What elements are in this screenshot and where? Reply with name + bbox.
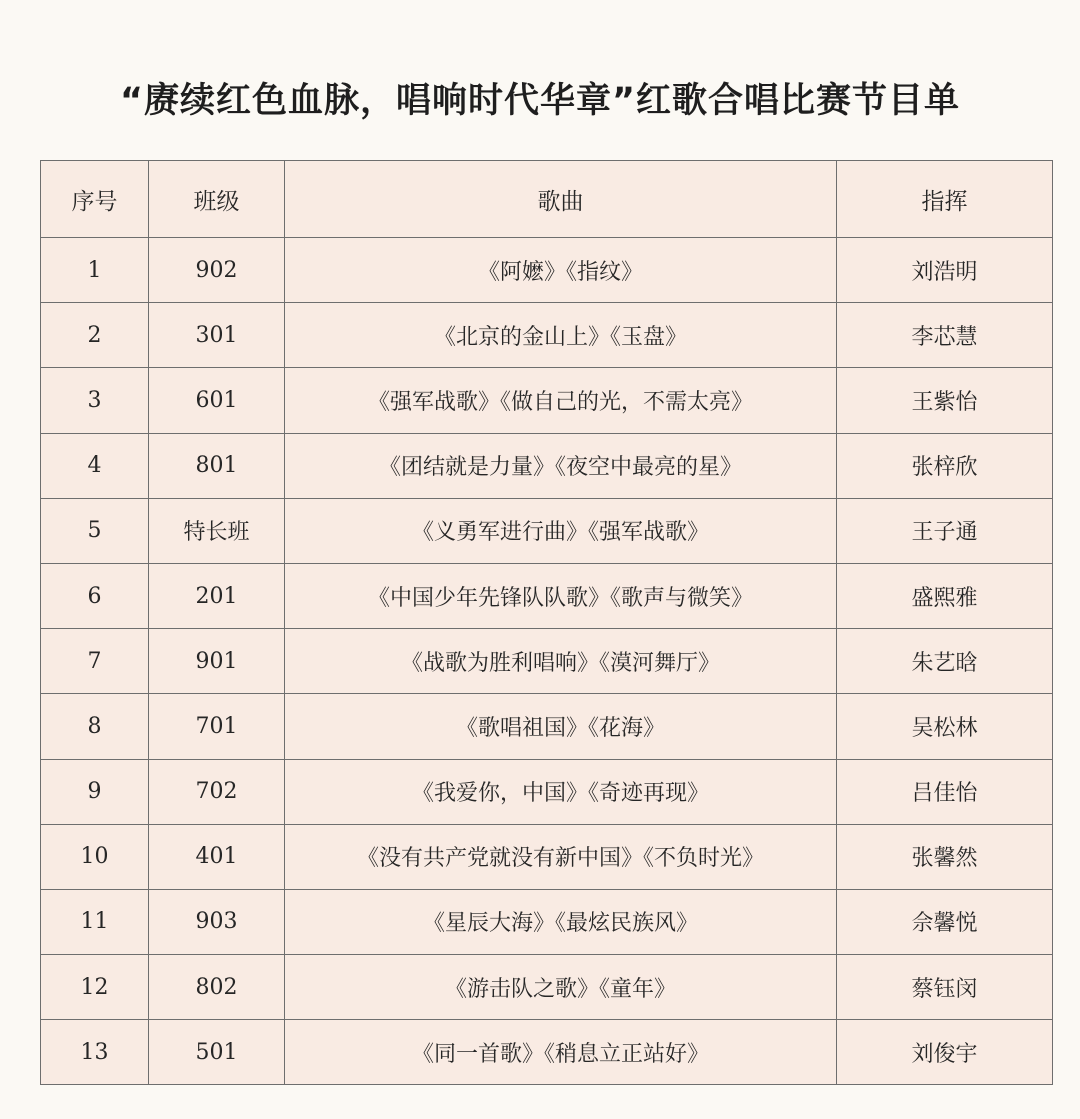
cell-class: 702	[149, 759, 285, 824]
cell-class: 902	[149, 238, 285, 303]
cell-class: 201	[149, 563, 285, 628]
page-title: “赓续红色血脉，唱响时代华章”红歌合唱比赛节目单	[119, 81, 960, 122]
cell-number: 11	[41, 889, 149, 954]
cell-songs: 《阿嬷》《指纹》	[285, 238, 837, 303]
table-row	[41, 1020, 1053, 1085]
table-row	[41, 759, 1053, 824]
cell-conductor: 朱艺晗	[837, 629, 1053, 694]
cell-number: 13	[41, 1020, 149, 1085]
cell-songs: 《义勇军进行曲》《强军战歌》	[285, 498, 837, 563]
cell-number: 1	[41, 238, 149, 303]
header-conductor: 指挥	[837, 161, 1053, 238]
header-class: 班级	[149, 161, 285, 238]
cell-number: 5	[41, 498, 149, 563]
cell-songs: 《星辰大海》《最炫民族风》	[285, 889, 837, 954]
cell-class: 401	[149, 824, 285, 889]
table-row	[41, 368, 1053, 433]
cell-conductor: 张馨然	[837, 824, 1053, 889]
cell-number: 9	[41, 759, 149, 824]
cell-class: 501	[149, 1020, 285, 1085]
cell-conductor: 张梓欣	[837, 433, 1053, 498]
cell-number: 6	[41, 563, 149, 628]
cell-songs: 《北京的金山上》《玉盘》	[285, 303, 837, 368]
cell-conductor: 王子通	[837, 498, 1053, 563]
cell-class: 903	[149, 889, 285, 954]
cell-class: 601	[149, 368, 285, 433]
table-row	[41, 238, 1053, 303]
table-row	[41, 433, 1053, 498]
cell-number: 2	[41, 303, 149, 368]
table-row	[41, 824, 1053, 889]
cell-songs: 《歌唱祖国》《花海》	[285, 694, 837, 759]
cell-conductor: 王紫怡	[837, 368, 1053, 433]
header-row	[41, 161, 1053, 238]
table-row	[41, 498, 1053, 563]
header-songs: 歌曲	[285, 161, 837, 238]
cell-songs: 《战歌为胜利唱响》《漠河舞厅》	[285, 629, 837, 694]
cell-conductor: 佘馨悦	[837, 889, 1053, 954]
cell-conductor: 吴松林	[837, 694, 1053, 759]
cell-songs: 《游击队之歌》《童年》	[285, 955, 837, 1020]
cell-songs: 《强军战歌》《做自己的光，不需太亮》	[285, 368, 837, 433]
cell-songs: 《我爱你，中国》《奇迹再现》	[285, 759, 837, 824]
cell-number: 8	[41, 694, 149, 759]
cell-conductor: 刘浩明	[837, 238, 1053, 303]
table-row	[41, 563, 1053, 628]
cell-class: 801	[149, 433, 285, 498]
cell-class: 802	[149, 955, 285, 1020]
cell-songs: 《同一首歌》《稍息立正站好》	[285, 1020, 837, 1085]
cell-number: 4	[41, 433, 149, 498]
cell-class: 特长班	[149, 498, 285, 563]
cell-songs: 《没有共产党就没有新中国》《不负时光》	[285, 824, 837, 889]
cell-songs: 《中国少年先锋队队歌》《歌声与微笑》	[285, 563, 837, 628]
cell-number: 7	[41, 629, 149, 694]
cell-class: 301	[149, 303, 285, 368]
cell-class: 701	[149, 694, 285, 759]
cell-conductor: 盛熙雅	[837, 563, 1053, 628]
cell-songs: 《团结就是力量》《夜空中最亮的星》	[285, 433, 837, 498]
table-row	[41, 955, 1053, 1020]
cell-conductor: 李芯慧	[837, 303, 1053, 368]
cell-class: 901	[149, 629, 285, 694]
table-row	[41, 629, 1053, 694]
header-number: 序号	[41, 161, 149, 238]
cell-conductor: 蔡钰闵	[837, 955, 1053, 1020]
cell-conductor: 吕佳怡	[837, 759, 1053, 824]
table-row	[41, 303, 1053, 368]
program-table	[40, 160, 1053, 1085]
table-row	[41, 694, 1053, 759]
cell-number: 12	[41, 955, 149, 1020]
cell-number: 10	[41, 824, 149, 889]
cell-conductor: 刘俊宇	[837, 1020, 1053, 1085]
cell-number: 3	[41, 368, 149, 433]
table-row	[41, 889, 1053, 954]
